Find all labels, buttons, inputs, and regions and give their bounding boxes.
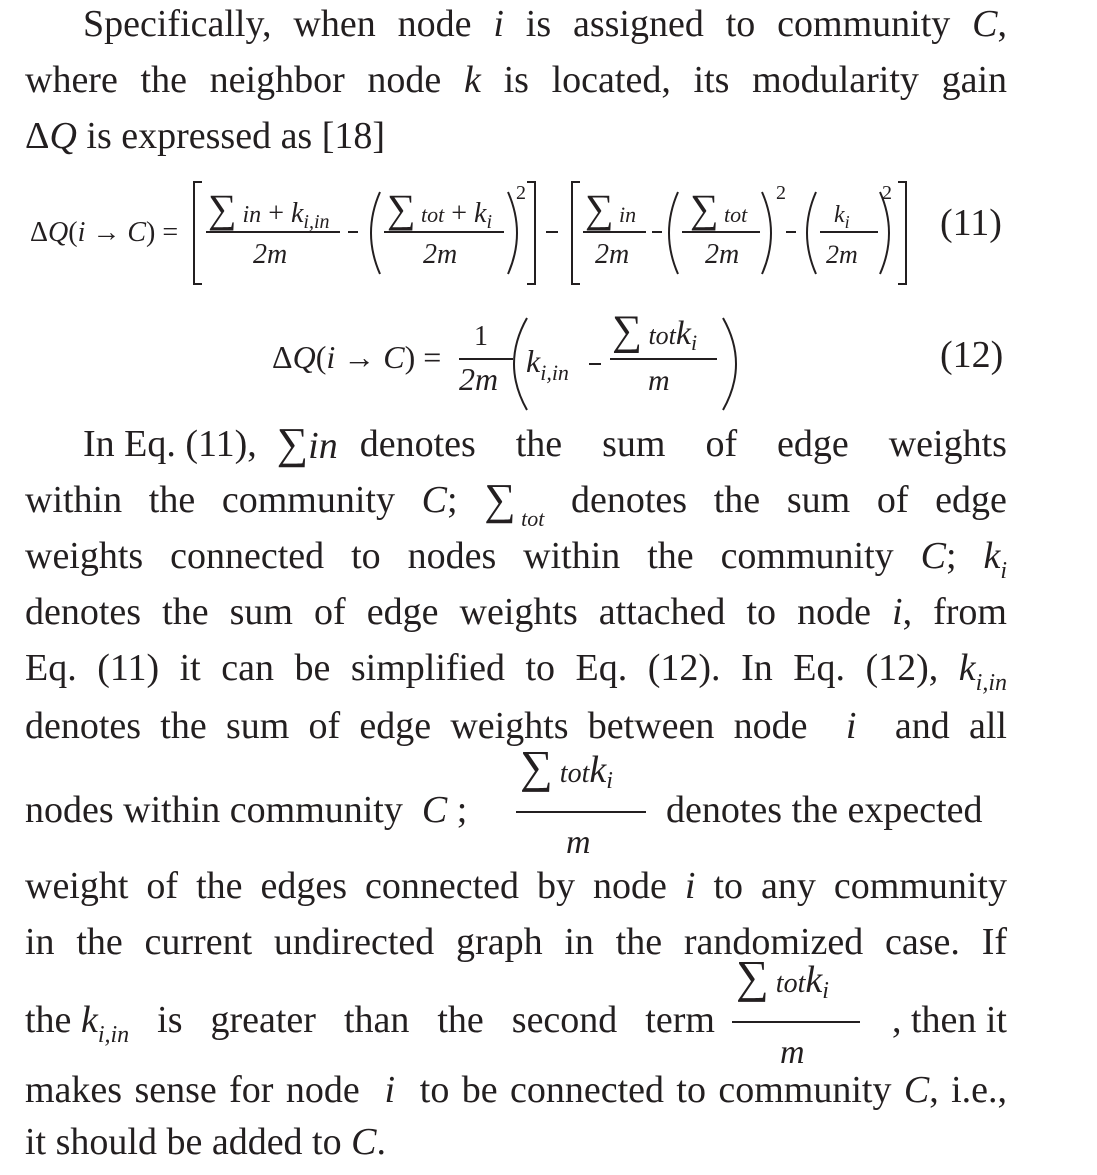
para2-line9: in the current undirected graph in the randomized case. If (25, 921, 1007, 963)
line7-frac-den: m (566, 824, 591, 861)
para2-line11: makes sense for node i to be connected to community C, i.e., (25, 1069, 1007, 1111)
eq12-m: m (648, 364, 670, 397)
eq11-sq2: 2 (776, 182, 786, 204)
para2-l1a: In Eq. (11), (83, 423, 257, 465)
para2-line8: weight of the edges connected by node i to any community (25, 865, 1007, 907)
para1-line2: where the neighbor node k is located, its modularity gain (25, 59, 1008, 101)
eq11-num2: ∑ tot + $k_i$ (387, 186, 493, 233)
eq12-k-i-in: $k_{i,in}$ (526, 343, 569, 385)
para2-l1b: denotes the sum of edge weights (359, 423, 1007, 465)
para2-line4: denotes the sum of edge weights attached to node i, from (25, 591, 1007, 633)
eq11-number: (11) (940, 202, 1002, 244)
eq12-num: ∑ totk$_i$ (612, 308, 698, 355)
eq12-lhs: ΔQ(i → C) = (272, 339, 442, 375)
para1-line1: Specifically, when node i is assigned to community C, (83, 3, 1007, 45)
eq11-sq3: 2 (882, 182, 892, 204)
eq11-num3: ∑ in (585, 186, 637, 231)
line10-frac-bar (732, 1021, 860, 1023)
line10-frac-den: m (780, 1034, 805, 1071)
para2-line5: Eq. (11) it can be simplified to Eq. (12). In Eq. (12), $k_{i,in}$ (25, 647, 1007, 696)
para2-line10c: , then it (891, 999, 1007, 1041)
eq11-den4: 2m (705, 239, 740, 270)
sum-tot-symbol: ∑ $_{tot}$ (484, 475, 545, 531)
para2-line7b: denotes the expected (666, 789, 983, 831)
eq12-one: 1 (474, 321, 488, 352)
para2-line12: it should be added to C. (25, 1121, 386, 1163)
line10-frac-num: ∑ totki (736, 951, 829, 1004)
line7-frac-bar (516, 811, 646, 813)
para2-line3: weights connected to nodes within the community C; $k_i$ (25, 535, 1007, 584)
sum-in-symbol: ∑in (276, 419, 338, 468)
eq11-num5: $k_i$ (834, 202, 850, 232)
line7-frac-num: ∑ totki (520, 741, 613, 794)
eq11-num1: ∑ in + $k_{i,in}$ (208, 186, 330, 233)
para2-line6: denotes the sum of edge weights between node i and all (25, 705, 1007, 747)
eq11-num4: ∑ tot (690, 186, 748, 231)
eq11-den3: 2m (595, 239, 630, 270)
eq12-number: (12) (940, 334, 1004, 376)
eq11-den2: 2m (423, 239, 458, 270)
para2-line1 (83, 419, 1007, 468)
eq11-sq1: 2 (516, 182, 526, 204)
para1-line3: ΔQ is expressed as [18] (25, 115, 386, 157)
eq11-den5: 2m (826, 240, 858, 269)
para2-line2: within the community C; ∑ $_{tot}$ denotes the sum of edge (25, 475, 1007, 531)
eq11-lhs: ΔQ(i → C) = (30, 217, 179, 248)
para2-line10: the $k_{i,in}$ is greater than the second term (25, 999, 715, 1048)
para2-line7: nodes within community C ; (25, 789, 468, 831)
eq11-den1: 2m (253, 239, 288, 270)
eq12-2m: 2m (459, 361, 499, 397)
